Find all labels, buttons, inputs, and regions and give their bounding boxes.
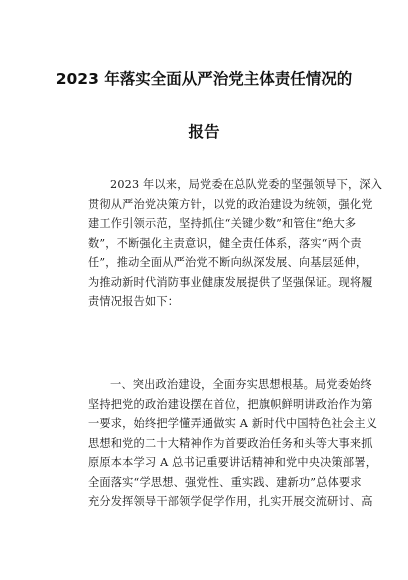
paragraph-section-1: [88, 375, 378, 512]
paragraph-line: 全面落实“学思想、强党性、重实践、建新功”总体要求: [88, 475, 362, 489]
paragraph-line: 为推动新时代消防事业健康发展提供了坚强保证。现将履: [88, 275, 373, 289]
paragraph-line: 数”，不断强化主责意识，健全责任体系，落实“两个责: [88, 236, 362, 250]
paragraph-line: 坚持把党的政治建设摆在首位，把旗帜鲜明讲政治作为第: [88, 397, 373, 411]
document-title-line-2: 报告: [188, 123, 220, 141]
paragraph-line: 任”，推动全面从严治党不断向纵深发展、向基层延伸，: [88, 256, 368, 269]
paragraph-line: 充分发挥领导干部领学促学作用，扎实开展交流研讨、高: [88, 495, 373, 508]
paragraph-line: 一、突出政治建设，全面夯实思想根基。局党委始终: [110, 378, 372, 391]
paragraph-line: 建工作引领示范，坚持抓住“关键少数”和管住“绝大多: [88, 217, 357, 230]
paragraph-line: 责情况报告如下：: [88, 295, 180, 308]
paragraph-line: 2023 年以来，局党委在总队党委的坚强领导下，深入: [110, 178, 383, 191]
paragraph-line: 思想和党的二十大精神作为首要政治任务和头等大事来抓: [88, 436, 373, 450]
paragraph-intro: [88, 175, 383, 312]
paragraph-line: 一要求，始终把学懂弄通做实 A 新时代中国特色社会主义: [88, 417, 378, 430]
paragraph-line: 原原本本学习 A 总书记重要讲话精神和党中央决策部署，: [88, 456, 378, 469]
paragraph-line: 贯彻从严治党决策方针，以党的政治建设为统领，强化党: [88, 197, 373, 211]
document-title-line-1: 2023 年落实全面从严治党主体责任情况的: [55, 70, 353, 88]
